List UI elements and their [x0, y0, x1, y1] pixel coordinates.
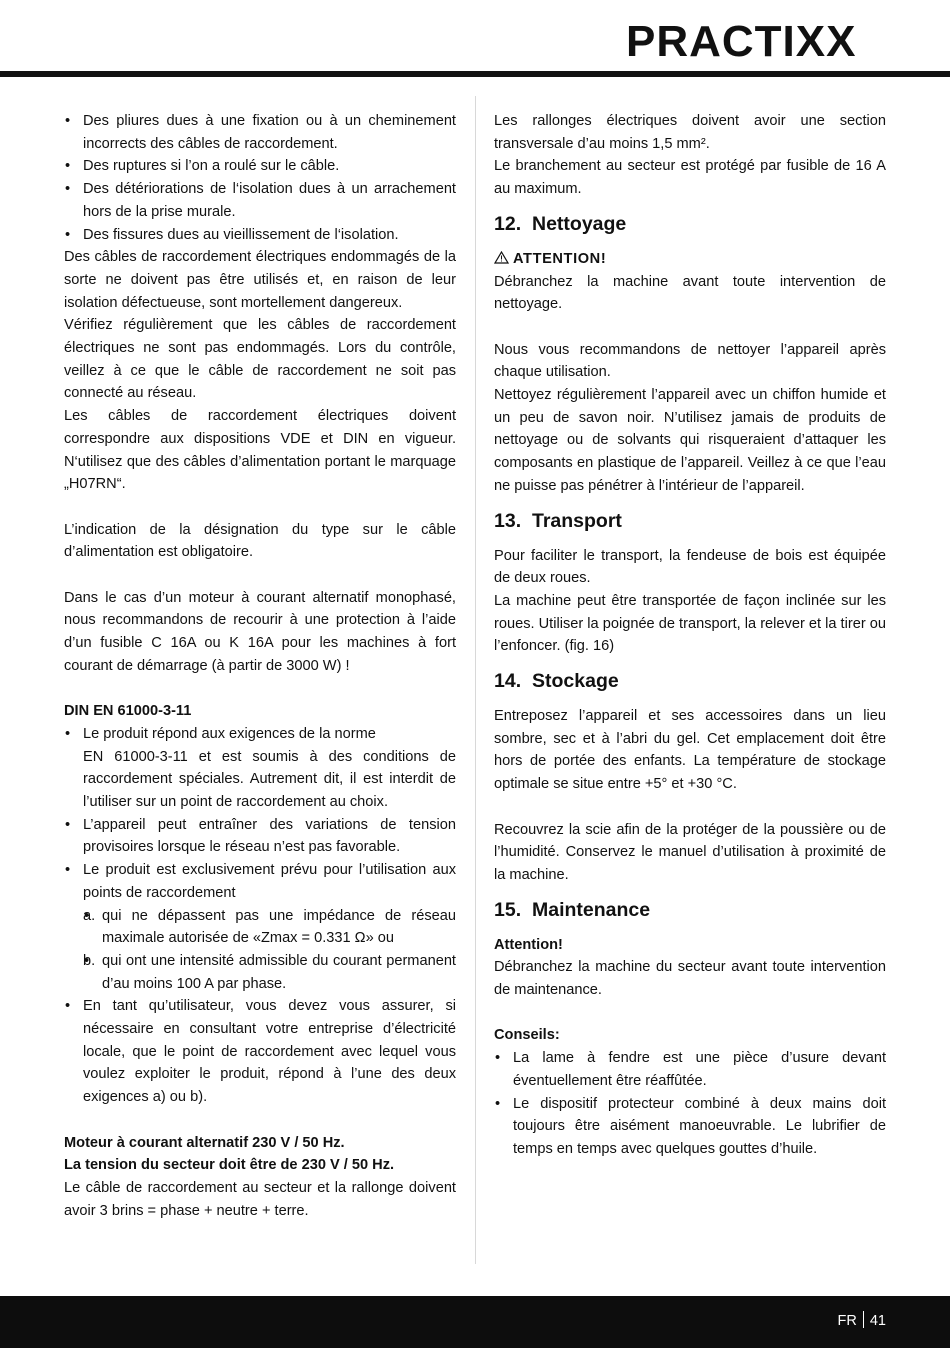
section-title: Stockage: [532, 670, 619, 693]
brand-logo-text: PRACTIXX: [626, 17, 857, 66]
sub-list-text: qui ne dépassent pas une impédance de réseau maximale autorisée de «Zmax = 0.331 Ω» ou: [102, 907, 456, 947]
language-code: FR: [837, 1313, 857, 1329]
page-footer: [838, 1311, 886, 1330]
section-heading-storage: [494, 658, 886, 705]
list-item: • La lame à fendre est une pièce d’usure devant éventuellement être réaffûtée.: [494, 1047, 886, 1092]
paragraph-extension-cables: Les rallonges électriques doivent avoir une section transversale d’au moins 1,5 mm².: [494, 113, 886, 152]
paragraph-type-designation: L’indication de la désignation du type sur le câble d’alimentation est obligatoire.: [64, 521, 456, 561]
cable-damage-list: [64, 110, 456, 246]
list-item: • Des pliures dues à une fixation ou à un cheminement incorrects des câbles de raccordement.: [64, 110, 456, 155]
left-column: [64, 110, 456, 1222]
section-number: 15.: [494, 898, 522, 921]
bold-voltage-spec: La tension du secteur doit être de 230 V / 50 Hz.: [64, 1157, 395, 1174]
sub-list-letter: • a.: [83, 907, 96, 924]
right-column: [494, 110, 886, 1161]
warning-label: [494, 248, 886, 271]
page-number: 41: [869, 1313, 886, 1329]
header-rule: [0, 71, 950, 77]
brand-logo: [626, 12, 922, 70]
paragraph-transport-handle: La machine peut être transportée de façon inclinée sur les roues. Utiliser la poignée de transport, la relever et la tirer ou l’enfoncer. (fig. 16): [494, 592, 886, 655]
list-item: • En tant qu’utilisateur, vous devez vous assurer, si nécessaire en consultant votre entreprise d’électricité locale, que le point de raccordement avec lequel vous voulez exploiter le produit, répond à l’une des deux exigences a) ou b).: [64, 995, 456, 1109]
din-bullet-1-line-1: • Le produit répond aux exigences de la norme: [83, 725, 376, 742]
warning-icon: [494, 251, 509, 264]
paragraph-transport-wheels: Pour faciliter le transport, la fendeuse de bois est équipée de deux roues.: [494, 547, 886, 587]
paragraph-cables-danger: Des câbles de raccordement électriques endommagés de la sorte ne doivent pas être utilisés et, en raison de leur isolation défectueuse, sont mortellement dangereux.: [64, 249, 456, 311]
section-title: Nettoyage: [532, 212, 627, 235]
section-title: Transport: [532, 509, 622, 532]
paragraph-storage-cover: Recouvrez la scie afin de la protéger de la poussière ou de l’humidité. Conservez le manuel d’utilisation à proximité de la machine.: [494, 821, 886, 883]
footer-separator: [863, 1311, 864, 1328]
sub-list-text: qui ont une intensité admissible du courant permanent d’au moins 100 A par phase.: [102, 952, 456, 992]
paragraph-maintenance-unplug: Débranchez la machine du secteur avant toute intervention de maintenance.: [494, 959, 886, 999]
list-item: • L’appareil peut entraîner des variations de tension provisoires lorsque le réseau n’est pas favorable.: [64, 814, 456, 859]
din-heading: DIN EN 61000-3-11: [64, 703, 192, 720]
warning-text: ATTENTION!: [513, 250, 607, 267]
paragraph-cleaning-unplug: Débranchez la machine avant toute intervention de nettoyage.: [494, 273, 886, 313]
din-bullet-3-text: • Le produit est exclusivement prévu pour l’utilisation aux points de raccordement: [83, 862, 456, 901]
maintenance-attention: Attention!: [494, 936, 563, 953]
sub-list-letter: • b.: [83, 952, 96, 969]
section-heading-maintenance: [494, 887, 886, 934]
paragraph-storage-location: Entreposez l’appareil et ses accessoires dans un lieu sombre, sec et à l’abri du gel. Cet emplacement doit être hors de portée des enfants. La température de stockage optimale se situe entre +5° et +30 °C.: [494, 708, 886, 793]
sub-list-item: [83, 905, 456, 950]
paragraph-cleaning-recommend: Nous vous recommandons de nettoyer l’appareil après chaque utilisation.: [494, 341, 886, 381]
section-heading-cleaning: [494, 201, 886, 248]
list-item: • Des fissures dues au vieillissement de l‘isolation.: [64, 224, 456, 247]
section-number: 13.: [494, 509, 522, 532]
footer-bar: [0, 1296, 950, 1348]
section-title: Maintenance: [532, 898, 651, 921]
paragraph-cleaning-instructions: Nettoyez régulièrement l’appareil avec un chiffon humide et un peu de savon noir. N’utilisez jamais de produits de nettoyage ou de solvants qui risqueraient d’attaquer les composants en plastique de l’appareil. Veillez à ce que l’eau ne puisse pas pénétrer à l’intérieur de l’appareil.: [494, 387, 886, 494]
list-item: • Des détériorations de l‘isolation dues à un arrachement hors de la prise murale.: [64, 178, 456, 223]
paragraph-single-phase-motor: Dans le cas d’un moteur à courant alternatif monophasé, nous recommandons de recourir à une protection à l’aide d’un fusible C 16A ou K 16A pour les machines à fort courant de démarrage (à partir de 3000 W) !: [64, 589, 456, 674]
list-item: • Le dispositif protecteur combiné à deux mains doit toujours être aisément manoeuvrable. Le lubrifier de temps en temps avec quelques gouttes d’huile.: [494, 1093, 886, 1161]
din-list: [64, 723, 456, 1109]
section-number: 12.: [494, 212, 522, 235]
section-heading-transport: [494, 498, 886, 545]
paragraph-vde-din: Les câbles de raccordement électriques doivent correspondre aux dispositions VDE et DIN en vigueur. N‘utilisez que des câbles d’alimentation portant le marquage „H07RN“.: [64, 408, 456, 493]
list-item: • Des ruptures si l’on a roulé sur le câble.: [64, 155, 456, 178]
paragraph-verify-cables: Vérifiez régulièrement que les câbles de raccordement électriques ne sont pas endommagés. Lors du contrôle, veillez à ce que le câble de raccordement ne soit pas connecté au réseau.: [64, 317, 456, 402]
section-number: 14.: [494, 670, 522, 693]
paragraph-fuse: Le branchement au secteur est protégé par fusible de 16 A au maximum.: [494, 158, 886, 198]
column-divider: [475, 96, 476, 1264]
din-bullet-1-line-2: EN 61000-3-11 et est soumis à des conditions de raccordement spéciales. Autrement dit, il est interdit de l’utiliser sur un point de raccordement au choix.: [83, 748, 456, 811]
din-sub-list: [83, 905, 456, 996]
list-item: [64, 723, 456, 814]
maintenance-tips-heading: Conseils:: [494, 1027, 560, 1044]
sub-list-item: [83, 950, 456, 995]
bold-motor-spec: Moteur à courant alternatif 230 V / 50 Hz.: [64, 1134, 345, 1151]
maintenance-tips-list: [494, 1047, 886, 1161]
list-item: [64, 859, 456, 995]
paragraph-three-wires: Le câble de raccordement au secteur et la rallonge doivent avoir 3 brins = phase + neutre + terre.: [64, 1179, 456, 1219]
